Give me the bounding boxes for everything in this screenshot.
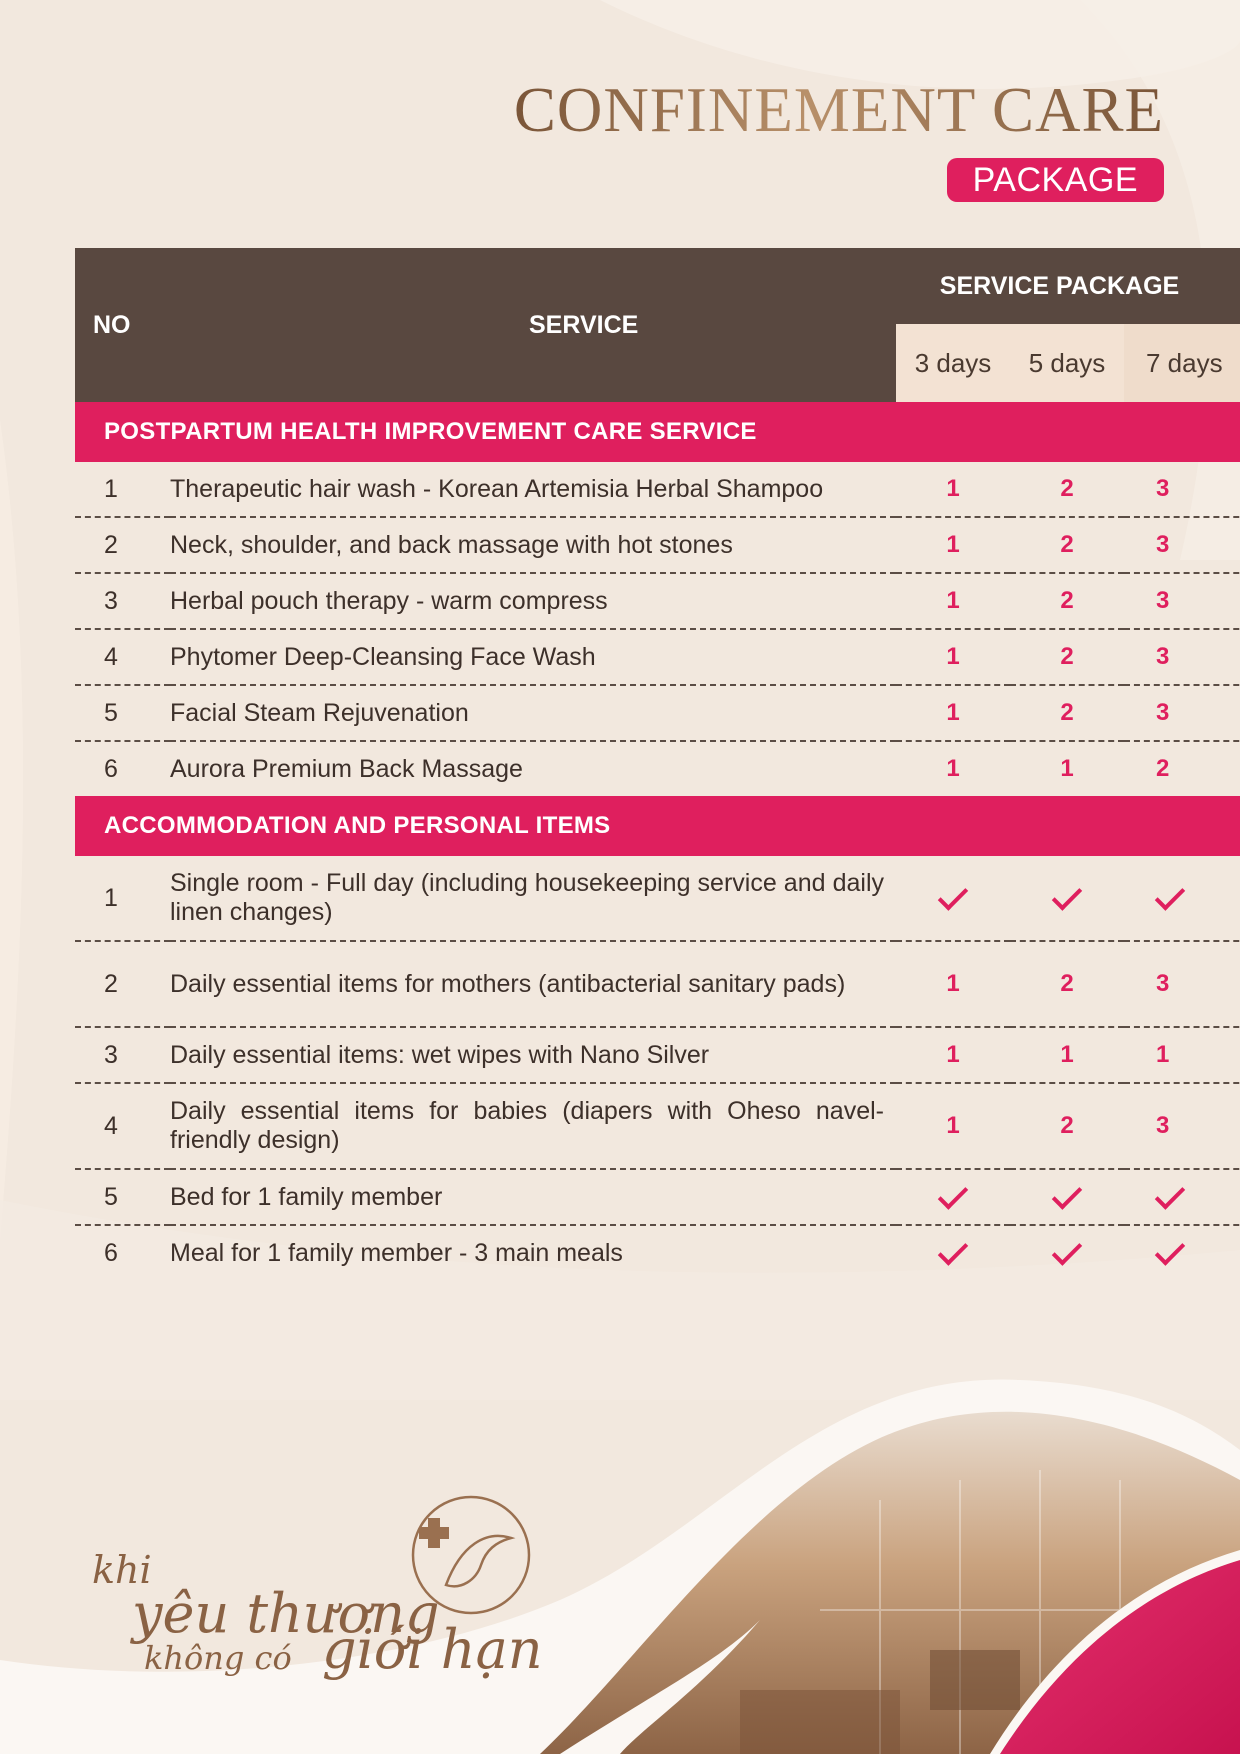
checkmark-icon: [938, 880, 968, 910]
value-3-days: 1: [946, 755, 960, 782]
value-7-days: 1: [1124, 1027, 1240, 1083]
slogan-logo: [92, 1548, 543, 1705]
value-5-days: 1: [1010, 1027, 1124, 1083]
table-row: [75, 517, 1240, 573]
service-name: Phytomer Deep-Cleansing Face Wash: [170, 629, 896, 685]
value-7-days: 3: [1124, 573, 1240, 629]
checkmark-icon: [938, 1179, 968, 1209]
row-number: 5: [75, 1169, 170, 1225]
value-5-days: 2: [1010, 941, 1124, 1027]
table-row: [75, 856, 1240, 941]
table-row: [75, 741, 1240, 796]
checkmark-icon: [1155, 1179, 1185, 1209]
service-name: Bed for 1 family member: [170, 1169, 896, 1225]
table-row: [75, 941, 1240, 1027]
service-name: Daily essential items for mothers (antibacterial sanitary pads): [170, 941, 896, 1027]
row-number: 4: [75, 1083, 170, 1169]
service-package-table: [75, 248, 1240, 1280]
value-5-days: [1010, 1225, 1124, 1280]
value-7-days: 3: [1124, 1083, 1240, 1169]
column-header-service: SERVICE: [529, 310, 639, 339]
value-5-days: [1010, 1169, 1124, 1225]
slogan-line-3: không có: [144, 1639, 292, 1677]
value-7-days: [1124, 1225, 1240, 1280]
value-3-days: 1: [896, 573, 1010, 629]
value-3-days: 1: [896, 629, 1010, 685]
page-header: [513, 75, 1164, 202]
value-5-days: 2: [1010, 573, 1124, 629]
row-number: 1: [75, 462, 170, 517]
value-3-days: [896, 1169, 1010, 1225]
row-number: 3: [75, 573, 170, 629]
section-header-accommodation: ACCOMMODATION AND PERSONAL ITEMS: [75, 796, 1240, 856]
value-7-days: [1124, 856, 1240, 941]
value-5-days: 2: [1010, 1083, 1124, 1169]
slogan-line-1: khi: [92, 1548, 152, 1592]
row-number: 6: [104, 1238, 118, 1267]
table-row: [75, 685, 1240, 741]
service-name: Aurora Premium Back Massage: [170, 754, 523, 783]
value-7-days: 3: [1124, 462, 1240, 517]
table-row: [75, 629, 1240, 685]
checkmark-icon: [1052, 1179, 1082, 1209]
table-row: [75, 573, 1240, 629]
value-3-days: 1: [896, 685, 1010, 741]
value-5-days: 1: [1060, 755, 1074, 782]
service-name: Meal for 1 family member - 3 main meals: [170, 1238, 623, 1267]
value-5-days: [1010, 856, 1124, 941]
section-header-postpartum: POSTPARTUM HEALTH IMPROVEMENT CARE SERVICE: [75, 402, 1240, 462]
checkmark-icon: [1155, 880, 1185, 910]
value-7-days: 2: [1156, 755, 1170, 782]
value-7-days: 3: [1124, 629, 1240, 685]
value-3-days: 1: [896, 462, 1010, 517]
table-row: [75, 462, 1240, 517]
checkmark-icon: [1052, 880, 1082, 910]
value-5-days: 2: [1010, 629, 1124, 685]
value-7-days: [1124, 1169, 1240, 1225]
value-3-days: 1: [896, 1027, 1010, 1083]
service-name: Neck, shoulder, and back massage with hot stones: [170, 517, 896, 573]
checkmark-icon: [1155, 1235, 1185, 1265]
service-name: Therapeutic hair wash - Korean Artemisia Herbal Shampoo: [170, 462, 896, 517]
row-number: 4: [75, 629, 170, 685]
service-name: Facial Steam Rejuvenation: [170, 685, 896, 741]
value-3-days: 1: [896, 941, 1010, 1027]
table-row: [75, 1027, 1240, 1083]
service-name: Single room - Full day (including housekeeping service and daily linen changes): [170, 856, 896, 941]
column-header-service-package: SERVICE PACKAGE: [939, 271, 1180, 300]
package-badge: PACKAGE: [947, 158, 1164, 202]
column-header-3-days: 3 days: [896, 324, 1010, 402]
value-5-days: 2: [1010, 685, 1124, 741]
table-row: [75, 1169, 1240, 1225]
value-3-days: [896, 856, 1010, 941]
service-name: Daily essential items: wet wipes with Nano Silver: [170, 1027, 896, 1083]
value-7-days: 3: [1124, 941, 1240, 1027]
row-number: 6: [104, 754, 118, 783]
value-3-days: 1: [896, 1083, 1010, 1169]
page-title: CONFINEMENT CARE: [513, 75, 1164, 145]
column-header-7-days: 7 days: [1124, 324, 1240, 402]
slogan-line-4: giới hạn: [322, 1618, 543, 1681]
checkmark-icon: [938, 1235, 968, 1265]
row-number: 2: [75, 941, 170, 1027]
row-number: 1: [75, 856, 170, 941]
column-header-no: NO: [93, 310, 131, 339]
service-name: Herbal pouch therapy - warm compress: [170, 573, 896, 629]
value-7-days: 3: [1124, 517, 1240, 573]
table-row: [75, 1083, 1240, 1169]
row-number: 3: [75, 1027, 170, 1083]
value-3-days: [896, 1225, 1010, 1280]
slogan-line-2: yêu thương: [132, 1582, 440, 1645]
value-3-days: 1: [896, 517, 1010, 573]
value-5-days: 2: [1010, 462, 1124, 517]
value-5-days: 2: [1010, 517, 1124, 573]
service-name: Daily essential items for babies (diapers with Oheso navel-friendly design): [170, 1083, 896, 1169]
row-number: 5: [75, 685, 170, 741]
checkmark-icon: [1052, 1235, 1082, 1265]
value-7-days: 3: [1124, 685, 1240, 741]
table-row: [75, 1225, 1240, 1280]
column-header-5-days: 5 days: [1010, 324, 1124, 402]
row-number: 2: [75, 517, 170, 573]
